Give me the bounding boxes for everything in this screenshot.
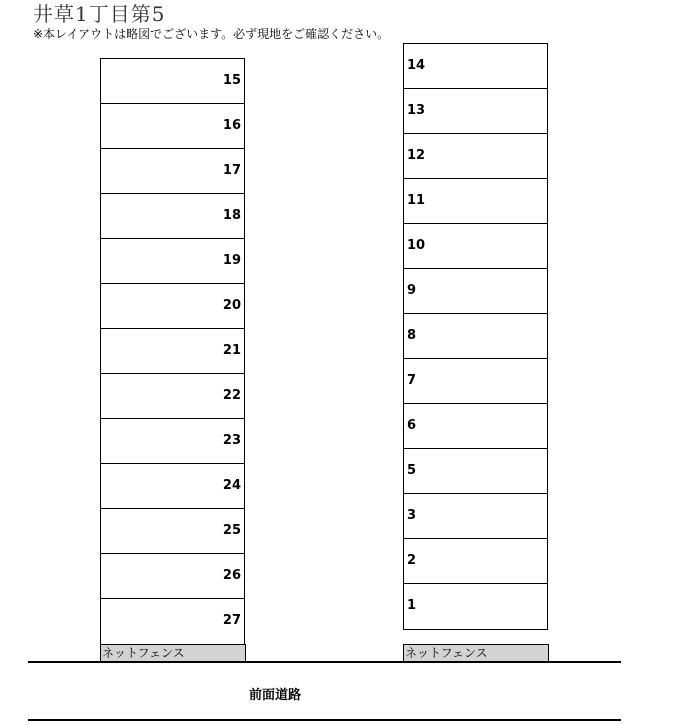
parking-space — [403, 268, 548, 315]
parking-space-number: 8 — [407, 328, 417, 343]
parking-space-number: 13 — [407, 103, 426, 118]
parking-space-number: 7 — [407, 373, 417, 388]
parking-space — [100, 103, 245, 150]
front-road-label: 前面道路 — [249, 688, 302, 703]
parking-space-number: 17 — [222, 163, 241, 178]
parking-space-number: 19 — [222, 253, 241, 268]
parking-space — [100, 598, 245, 645]
parking-space — [403, 583, 548, 630]
parking-space-number: 25 — [222, 523, 241, 538]
parking-space-number: 20 — [222, 298, 241, 313]
parking-space-number: 15 — [222, 73, 241, 88]
parking-space — [403, 223, 548, 270]
parking-space-number: 11 — [407, 193, 426, 208]
right-net-fence: ネットフェンス — [403, 644, 549, 662]
parking-space — [100, 58, 245, 105]
parking-space — [100, 463, 245, 510]
parking-space — [100, 283, 245, 330]
parking-space — [403, 313, 548, 360]
parking-space — [100, 508, 245, 555]
parking-space — [403, 178, 548, 225]
parking-space — [403, 133, 548, 180]
parking-space-number: 14 — [407, 58, 426, 73]
parking-space-number: 23 — [222, 433, 241, 448]
lot-title: 井草1丁目第5 — [33, 2, 166, 26]
parking-space-number: 6 — [407, 418, 417, 433]
parking-space — [403, 88, 548, 135]
parking-space-number: 10 — [407, 238, 426, 253]
parking-space — [100, 373, 245, 420]
parking-space-number: 24 — [222, 478, 241, 493]
parking-space — [100, 238, 245, 285]
parking-space — [403, 43, 548, 90]
road-edge-top — [28, 661, 621, 663]
parking-space — [100, 193, 245, 240]
parking-space — [100, 328, 245, 375]
parking-space-number: 5 — [407, 463, 417, 478]
parking-space — [100, 553, 245, 600]
parking-space-number: 18 — [222, 208, 241, 223]
left-net-fence: ネットフェンス — [100, 644, 246, 662]
parking-space — [403, 403, 548, 450]
parking-space-number: 26 — [222, 568, 241, 583]
parking-space — [100, 418, 245, 465]
parking-space — [403, 538, 548, 585]
parking-space-number: 27 — [222, 613, 241, 628]
parking-space — [403, 493, 548, 540]
parking-space-number: 21 — [222, 343, 241, 358]
parking-space-number: 2 — [407, 553, 417, 568]
parking-space-number: 22 — [222, 388, 241, 403]
road-edge-bottom — [28, 719, 621, 721]
parking-space-number: 16 — [222, 118, 241, 133]
parking-space-number: 12 — [407, 148, 426, 163]
parking-space-number: 1 — [407, 598, 417, 613]
layout-disclaimer: ※本レイアウトは略図でございます。必ず現地をご確認ください。 — [33, 27, 390, 41]
parking-space — [100, 148, 245, 195]
parking-space — [403, 448, 548, 495]
parking-space-number: 9 — [407, 283, 417, 298]
parking-space — [403, 358, 548, 405]
parking-space-number: 3 — [407, 508, 417, 523]
